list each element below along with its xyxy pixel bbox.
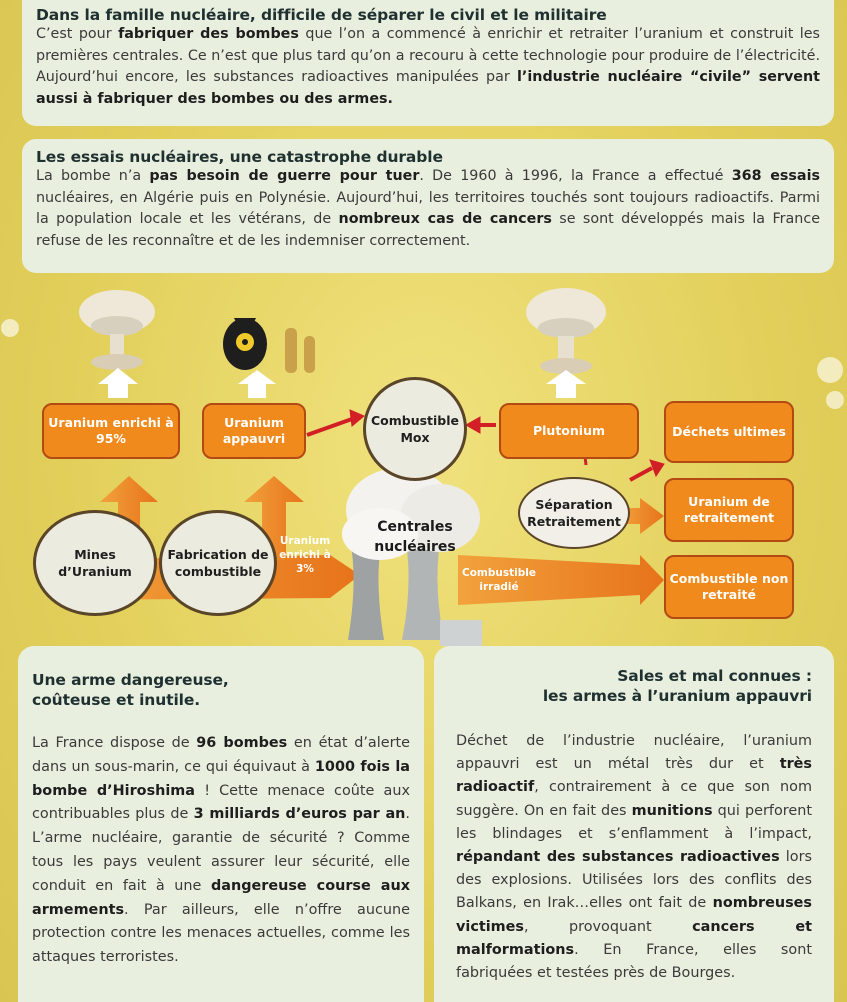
panel-arme-dangereuse: [18, 646, 424, 1002]
section-text: La bombe n’a pas besoin de guerre pour tuer. De 1960 à 1996, la France a effectué 368 essais nucléaires, en Algérie puis en Polynésie. Aujourd’hui, les territoires touchés sont toujours radioactifs. Parmi la population locale et les vétérans, de nombreux cas de cancers se sont développés mais la France refuse de les reconnaître et de les indemniser correctement.: [36, 168, 820, 249]
circle-mines-uranium: Mines d’Uranium: [33, 510, 157, 616]
box-uranium-enrichi-95: Uranium enrichi à 95%: [42, 403, 180, 459]
section-title: Une arme dangereuse, coûteuse et inutile.: [32, 671, 229, 709]
label-combustible-irradie: Combustible irradié: [462, 567, 536, 593]
section-text: C’est pour fabriquer des bombes que l’on a commencé à enrichir et retraiter l’uranium et construit les premières centrales. Ce n’est que plus tard qu’on a recouru à cette technologie pour produire de l’électricité. Aujourd’hui encore, les substances radioactives manipulées par l’industrie nucléaire “civile” servent aussi à fabriquer des bombes ou des armes.: [36, 26, 820, 107]
circle-combustible-mox: Combustible Mox: [363, 377, 467, 481]
label-uranium-enrichi-3: Uranium enrichi à 3%: [279, 535, 331, 575]
arrow-up-icon: [238, 370, 276, 398]
arrow-up-icon: [98, 368, 138, 398]
box-uranium-appauvri: Uranium appauvri: [202, 403, 306, 459]
panel-uranium-appauvri: [434, 646, 834, 1002]
box-dechets-ultimes: Déchets ultimes: [664, 401, 794, 463]
bomb-icon: [223, 318, 267, 370]
box-plutonium: Plutonium: [499, 403, 639, 459]
bullets-icon: [285, 328, 315, 373]
arrow-up-icon: [546, 370, 586, 398]
mushroom-cloud-icon: [79, 290, 155, 370]
section-title: Les essais nucléaires, une catastrophe durable: [36, 148, 443, 166]
label-centrales-nucleaires: Centrales nucléaires: [374, 519, 456, 555]
panel-essais-nucleaires: [22, 139, 834, 273]
section-title: Dans la famille nucléaire, difficile de séparer le civil et le militaire: [36, 6, 607, 24]
section-title: Sales et mal connues : les armes à l’uranium appauvri: [542, 667, 812, 705]
section-text: Déchet de l’industrie nucléaire, l’uranium appauvri est un métal très dur et très radioactif, contrairement à ce que son nom suggère. On en fait des munitions qui perforent les blindages et s’enflamment à l’impact, répandant des substances radioactives lors des explosions. Utilisées lors des conflits des Balkans, en Irak…elles ont fait de nombreuses victimes, provoquant cancers et malformations. En France, elles sont fabriquées et testées près de Bourges.: [456, 733, 812, 982]
mushroom-cloud-icon: [526, 288, 606, 374]
circle-fabrication-combustible: Fabrication de combustible: [159, 510, 277, 616]
box-uranium-retraitement: Uranium de retraitement: [664, 478, 794, 542]
panel-civil-militaire: [22, 0, 834, 126]
nuclear-cycle-diagram: [0, 280, 847, 646]
section-text: La France dispose de 96 bombes en état d’alerte dans un sous-marin, ce qui équivaut à 1000 fois la bombe d’Hiroshima ! Cette menace coûte aux contribuables plus de 3 milliards d’euros par an. L’arme nucléaire, garantie de sécurité ? Comme tous les pays veulent assurer leur sécurité, elle conduit en fait à une dangereuse course aux armements. Par ailleurs, elle n’offre aucune protection contre les menaces actuelles, comme les attaques terroristes.: [32, 735, 411, 966]
circle-separation-retraitement: Séparation Retraitement: [518, 477, 630, 549]
box-combustible-non-retraite: Combustible non retraité: [664, 555, 794, 619]
